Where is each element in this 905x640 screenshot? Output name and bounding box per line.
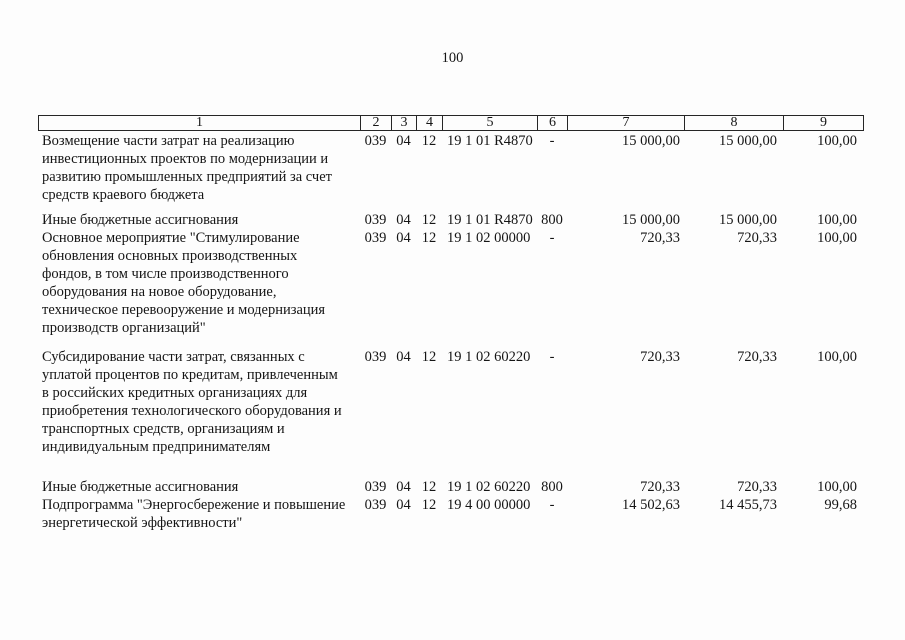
subsection-code: 12 (421, 230, 437, 246)
row-name-line: фондов, в том числе производственного (42, 266, 289, 282)
page-number: 100 (441, 50, 464, 66)
expense-type-code: 800 (541, 212, 563, 228)
header-col-9: 9 (820, 115, 827, 130)
row-name-line: энергетической эффективности" (42, 515, 243, 531)
row-name-line: техническое перевооружение и модернизация (42, 302, 326, 318)
expense-type-code: - (549, 133, 555, 149)
target-article-code: 19 1 01 R4870 (447, 212, 533, 228)
row-name-cell (38, 348, 360, 456)
section-code: 04 (396, 133, 411, 149)
target-article-code: 19 1 02 60220 (447, 479, 531, 495)
table-row (38, 478, 864, 496)
executed-amount: 720,33 (737, 230, 777, 246)
row-name-cell (38, 229, 360, 337)
subsection-code: 12 (421, 479, 437, 495)
section-code: 04 (396, 479, 411, 495)
section-code: 04 (396, 230, 411, 246)
row-name-line: развитию промышленных предприятий за счет (42, 169, 332, 185)
target-article-code: 19 1 01 R4870 (447, 133, 533, 149)
expense-type-code: - (549, 349, 555, 365)
section-code: 04 (396, 212, 411, 228)
execution-percent: 100,00 (817, 133, 857, 149)
execution-percent: 100,00 (817, 212, 857, 228)
row-name-line: приобретения технологического оборудования и (42, 403, 342, 419)
grbs-code: 039 (364, 212, 387, 228)
row-name-cell (38, 496, 360, 532)
row-name-line: обновления основных производственных (42, 248, 298, 264)
table-row (38, 132, 864, 204)
execution-percent: 100,00 (817, 479, 857, 495)
table-row (38, 211, 864, 229)
subsection-code: 12 (421, 349, 437, 365)
row-name-line: Основное мероприятие "Стимулирование (42, 230, 300, 246)
planned-amount: 720,33 (640, 230, 680, 246)
row-name-line: инвестиционных проектов по модернизации и (42, 151, 329, 167)
header-col-1: 1 (39, 116, 361, 130)
row-name-line: производств организаций" (42, 320, 206, 336)
header-col-2: 2 (361, 116, 392, 130)
executed-amount: 720,33 (737, 479, 777, 495)
target-article-code: 19 4 00 00000 (447, 497, 531, 513)
target-article-code: 19 1 02 00000 (447, 230, 531, 246)
subsection-code: 12 (421, 497, 437, 513)
planned-amount: 15 000,00 (622, 133, 680, 149)
table-row (38, 348, 864, 456)
subsection-code: 12 (421, 212, 437, 228)
target-article-code: 19 1 02 60220 (447, 349, 531, 365)
header-col-7: 7 (568, 116, 685, 130)
header-col-3: 3 (392, 116, 417, 130)
subsection-code: 12 (421, 133, 437, 149)
header-col-4: 4 (417, 116, 443, 130)
planned-amount: 14 502,63 (622, 497, 680, 513)
section-code: 04 (396, 497, 411, 513)
row-name-line: Иные бюджетные ассигнования (42, 212, 239, 228)
grbs-code: 039 (364, 349, 387, 365)
row-name-line: транспортных средств, организациям и (42, 421, 285, 437)
header-col-5: 5 (443, 116, 538, 130)
row-name-cell (38, 132, 360, 204)
row-name-line: средств краевого бюджета (42, 187, 205, 203)
section-code: 04 (396, 349, 411, 365)
row-name-line: Иные бюджетные ассигнования (42, 479, 239, 495)
row-name-cell (38, 211, 360, 229)
grbs-code: 039 (364, 133, 387, 149)
execution-percent: 100,00 (817, 349, 857, 365)
executed-amount: 720,33 (737, 349, 777, 365)
expense-type-code: - (549, 230, 555, 246)
header-col-8: 8 (685, 116, 784, 130)
table-row (38, 229, 864, 337)
expense-type-code: 800 (541, 479, 563, 495)
row-name-line: в российских кредитных организациях для (42, 385, 308, 401)
row-name-line: Подпрограмма "Энергосбережение и повышение (42, 497, 346, 513)
planned-amount: 720,33 (640, 349, 680, 365)
executed-amount: 14 455,73 (719, 497, 777, 513)
planned-amount: 720,33 (640, 479, 680, 495)
row-name-line: Субсидирование части затрат, связанных с (42, 349, 305, 365)
row-name-line: Возмещение части затрат на реализацию (42, 133, 295, 149)
executed-amount: 15 000,00 (719, 133, 777, 149)
grbs-code: 039 (364, 497, 387, 513)
expense-type-code: - (549, 497, 555, 513)
header-col-6: 6 (538, 116, 568, 130)
planned-amount: 15 000,00 (622, 212, 680, 228)
execution-percent: 99,68 (824, 497, 857, 513)
table-row (38, 496, 864, 532)
row-name-cell (38, 478, 360, 496)
executed-amount: 15 000,00 (719, 212, 777, 228)
row-name-line: уплатой процентов по кредитам, привлеченным (42, 367, 338, 383)
execution-percent: 100,00 (817, 230, 857, 246)
grbs-code: 039 (364, 479, 387, 495)
grbs-code: 039 (364, 230, 387, 246)
table-header-row (38, 115, 864, 131)
row-name-line: индивидуальным предпринимателям (42, 439, 271, 455)
row-name-line: оборудования на новое оборудование, (42, 284, 277, 300)
